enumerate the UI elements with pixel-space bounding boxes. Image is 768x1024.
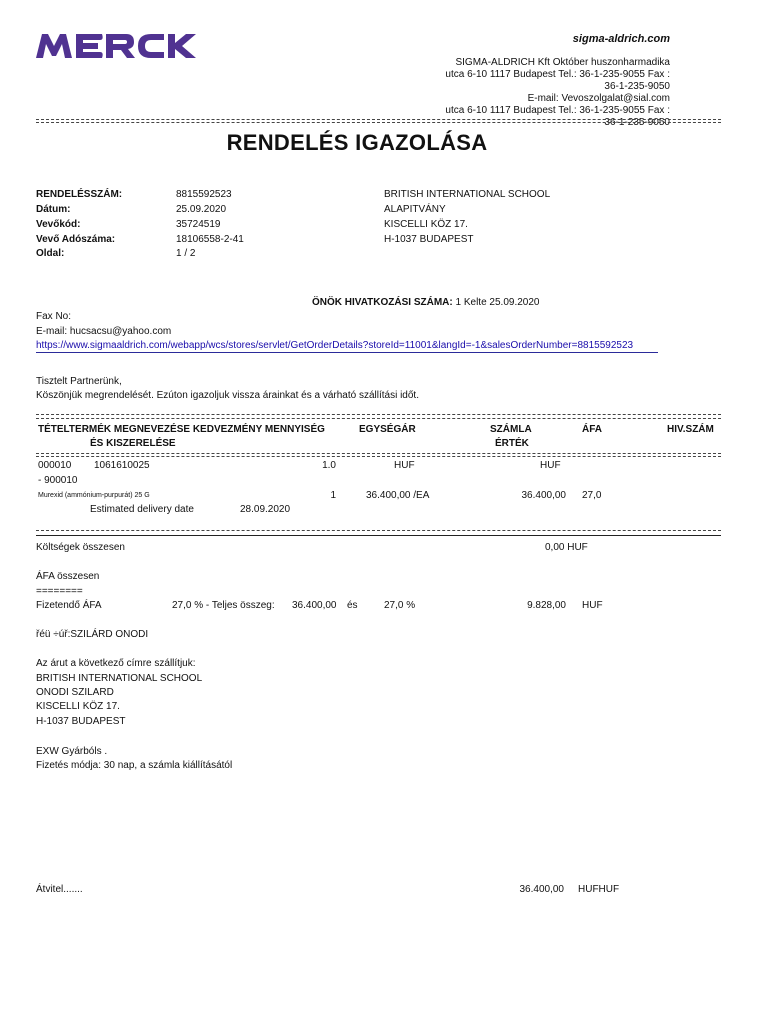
- separator-text: ========: [36, 586, 83, 597]
- site-url[interactable]: sigma-aldrich.com: [572, 33, 670, 45]
- payment-terms: Fizetés módja: 30 nap, a számla kiállításától: [36, 760, 233, 771]
- payable-vat-label: Fizetendő ÁFA: [36, 600, 102, 611]
- reference-label: ÖNÖK HIVATKOZÁSI SZÁMA:: [312, 297, 453, 308]
- col-header-invoice-2: ÉRTÉK: [495, 438, 529, 449]
- customer-city: H-1037 BUDAPEST: [384, 234, 474, 245]
- divider: [36, 535, 721, 536]
- date-value: 25.09.2020: [176, 204, 227, 215]
- order-details-url[interactable]: https://www.sigmaaldrich.com/webapp/wcs/stores/servlet/GetOrderDetails?storeId=11001&langId=-1&salesOrderNumber=8815592523: [36, 340, 634, 351]
- address-line: 36-1-235-9050: [604, 117, 670, 128]
- merck-logo: [34, 30, 198, 62]
- col-header-unit-price: EGYSÉGÁR: [359, 424, 416, 435]
- order-number-label: RENDELÉSSZÁM:: [36, 189, 123, 200]
- order-number-value: 8815592523: [176, 189, 232, 200]
- tax-number-label: Vevő Adószáma:: [36, 234, 116, 245]
- recipient-line: řéü ÷úř:SZILÁRD ONODI: [36, 629, 149, 640]
- total-amount: 36.400,00: [292, 600, 337, 611]
- item-vat: 27,0: [582, 490, 602, 501]
- col-header-item-2: ÉS KISZERELÉSE: [90, 438, 176, 449]
- item-currency-2: HUF: [540, 460, 561, 471]
- customer-code-value: 35724519: [176, 219, 221, 230]
- divider: [36, 530, 721, 531]
- address-line: 36-1-235-9050: [604, 81, 670, 92]
- carry-over-label: Átvitel.......: [36, 884, 83, 895]
- item-sub-position: - 900010: [38, 475, 78, 486]
- divider: [36, 119, 721, 120]
- order-details-link[interactable]: [36, 340, 633, 351]
- divider: [36, 414, 721, 415]
- carry-over-currency: HUFHUF: [578, 884, 620, 895]
- divider: [36, 453, 721, 454]
- customer-street: KISCELLI KÖZ 17.: [384, 219, 468, 230]
- customer-name: BRITISH INTERNATIONAL SCHOOL: [384, 189, 551, 200]
- col-header-item: TÉTELTERMÉK MEGNEVEZÉSE KEDVEZMÉNY MENNYISÉG: [38, 424, 325, 435]
- shipping-line: H-1037 BUDAPEST: [36, 716, 126, 727]
- vat-rate-2: 27,0 %: [384, 600, 416, 611]
- vat-amount: 9.828,00: [527, 600, 566, 611]
- greeting: Tisztelt Partnerünk,: [36, 376, 122, 387]
- address-email: E-mail: Vevoszolgalat@sial.com: [527, 93, 670, 104]
- costs-label: Költségek összesen: [36, 542, 125, 553]
- reference-line: [312, 297, 539, 308]
- delivery-date-value: 28.09.2020: [240, 504, 291, 515]
- item-quantity: 1: [330, 490, 336, 501]
- shipping-line: BRITISH INTERNATIONAL SCHOOL: [36, 673, 203, 684]
- divider: [36, 456, 721, 457]
- item-position: 000010: [38, 460, 72, 471]
- link-underline: [36, 352, 658, 353]
- page-value: 1 / 2: [176, 248, 196, 259]
- item-quantity-header: 1.0: [322, 460, 336, 471]
- item-product-code: 1061610025: [94, 460, 150, 471]
- email-line: E-mail: hucsacsu@yahoo.com: [36, 326, 172, 337]
- reference-value: 1 Kelte 25.09.2020: [455, 297, 540, 308]
- greeting-body: Köszönjük megrendelését. Ezúton igazoljuk vissza árainkat és a várható szállítási időt.: [36, 390, 419, 401]
- item-unit-price: 36.400,00 /EA: [366, 490, 430, 501]
- fax-line: Fax No:: [36, 311, 72, 322]
- delivery-date-label: Estimated delivery date: [90, 504, 194, 515]
- customer-code-label: Vevőkód:: [36, 219, 81, 230]
- address-line: utca 6-10 1117 Budapest Tel.: 36-1-235-9055 Fax :: [445, 105, 670, 116]
- vat-total-label: ÁFA összesen: [36, 571, 100, 582]
- col-header-vat: ÁFA: [582, 424, 602, 435]
- divider: [36, 418, 721, 419]
- and-text: és: [347, 600, 358, 611]
- incoterm: EXW Gyárbóls .: [36, 746, 108, 757]
- tax-number-value: 18106558-2-41: [176, 234, 244, 245]
- shipping-line: ONODI SZILARD: [36, 687, 114, 698]
- item-invoice-value: 36.400,00: [521, 490, 566, 501]
- shipping-intro: Az árut a következő címre szállítjuk:: [36, 658, 196, 669]
- costs-value: 0,00 HUF: [545, 542, 588, 553]
- col-header-invoice: SZÁMLA: [490, 424, 532, 435]
- vat-rate: 27,0 % - Teljes összeg:: [172, 600, 275, 611]
- shipping-line: KISCELLI KÖZ 17.: [36, 701, 120, 712]
- carry-over-amount: 36.400,00: [519, 884, 564, 895]
- vat-currency: HUF: [582, 600, 603, 611]
- item-currency: HUF: [394, 460, 415, 471]
- item-description: Murexid (ammónium-purpurát) 25 G: [38, 492, 150, 499]
- date-label: Dátum:: [36, 204, 71, 215]
- customer-name-2: ALAPITVÁNY: [384, 204, 446, 215]
- page-label: Oldal:: [36, 248, 65, 259]
- page-title: RENDELÉS IGAZOLÁSA: [226, 130, 488, 155]
- col-header-ref: HIV.SZÁM: [667, 424, 714, 435]
- address-line: utca 6-10 1117 Budapest Tel.: 36-1-235-9055 Fax :: [445, 69, 670, 80]
- divider: [36, 122, 721, 123]
- address-line: SIGMA-ALDRICH Kft Október huszonharmadika: [455, 57, 670, 68]
